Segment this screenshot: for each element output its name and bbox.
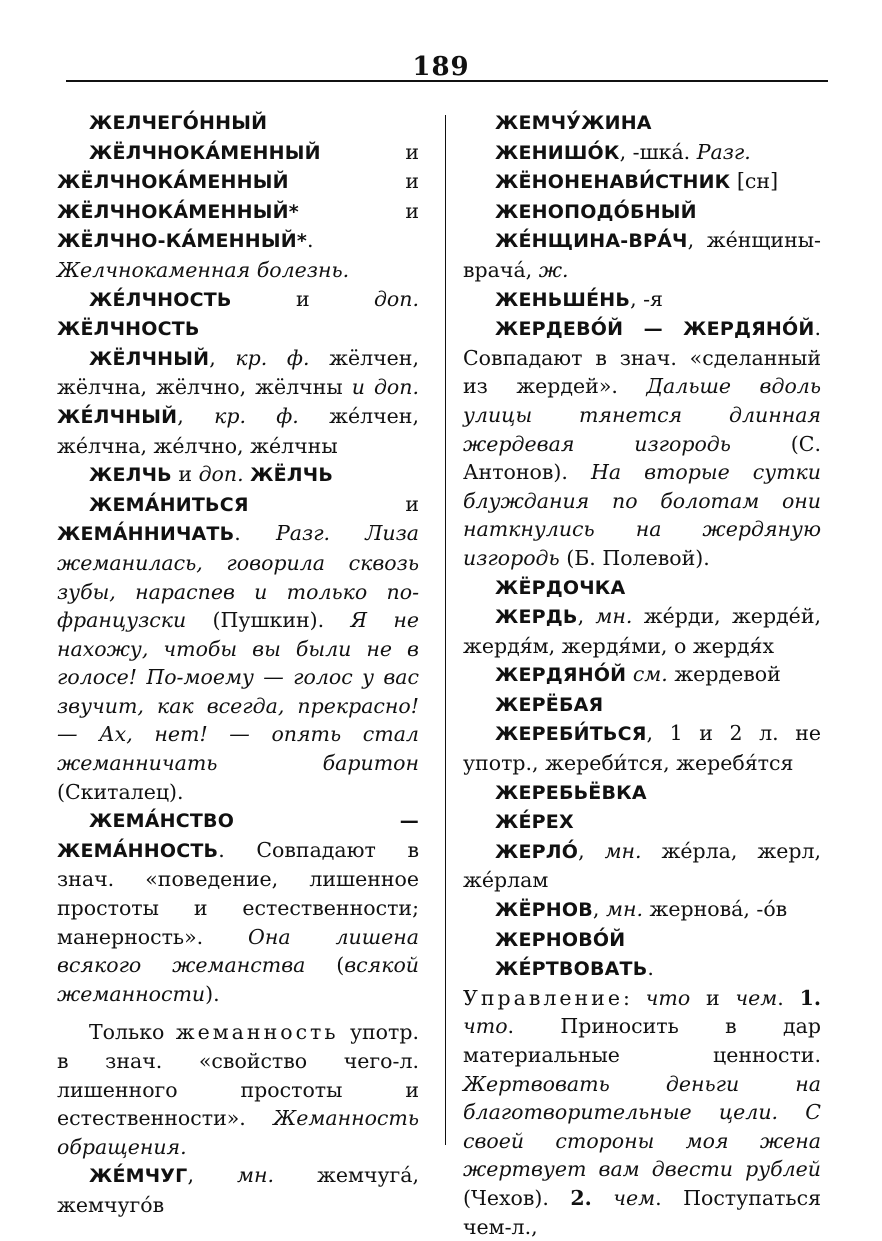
headword: ЖЁЛЧНОСТЬ bbox=[57, 318, 200, 341]
entry-text: ( bbox=[305, 953, 345, 978]
dictionary-entry bbox=[463, 719, 821, 777]
headword: ЖЕНЬШЕ́НЬ bbox=[495, 288, 631, 311]
entry-text: Я не нахожу, чтобы вы были не в голосе! По-моему — голос у вас звучит, как всегда, прекрасно! — Ах, нет! — опять стал жеманничать баритон bbox=[57, 608, 419, 776]
entry-text: и bbox=[288, 169, 419, 194]
headword: ЖЕРДЬ bbox=[495, 606, 578, 629]
entry-text: На вторые сутки блуждания по болотам они наткнулись на жердяную изгородь bbox=[463, 460, 821, 570]
entry-text: , bbox=[187, 1163, 237, 1188]
headword: ЖЕРДЯНО́Й bbox=[495, 664, 627, 687]
dictionary-entry bbox=[57, 490, 419, 807]
entry-text: , bbox=[578, 838, 605, 863]
entry-text: и bbox=[298, 198, 419, 223]
dictionary-entry bbox=[57, 1018, 419, 1161]
entry-text: Только bbox=[89, 1020, 176, 1045]
entry-text: Жертвовать деньги на благотворительные цели. С своей стороны моя жена жертвует вам двести рублей bbox=[463, 1071, 821, 1182]
entry-text: мн. bbox=[605, 897, 643, 922]
entry-text: чем bbox=[613, 1185, 656, 1210]
headword: ЖЕ́ЛЧНЫЙ bbox=[57, 405, 178, 428]
entry-text: употр. в знач. «свойство чего-л. лишенного простоты и естественности». bbox=[57, 1020, 419, 1131]
entry-text: всякой жеманности bbox=[57, 953, 419, 1006]
headword: ЖЕРЕБИ́ТЬСЯ bbox=[495, 723, 647, 746]
headword: ЖЕРЕБЬЁВКА bbox=[495, 781, 647, 804]
dictionary-entry bbox=[463, 660, 821, 690]
headword: ЖЁЛЧНО-КА́МЕННЫЙ* bbox=[57, 230, 307, 253]
entry-text: . Совпадают в знач. «сделанный из жердей». bbox=[463, 316, 821, 399]
entry-text: Желчнокаменная болезнь. bbox=[57, 257, 350, 282]
entry-text: и bbox=[231, 286, 374, 311]
entry-text: мн. bbox=[595, 604, 633, 629]
headword: ЖЕ́РТВОВАТЬ bbox=[495, 958, 648, 981]
headword: ЖЕ́РЕХ bbox=[495, 811, 574, 834]
headword: ЖЕЛЧЬ bbox=[89, 464, 172, 487]
entry-text: ). bbox=[205, 981, 220, 1006]
entry-text: Управление bbox=[463, 985, 623, 1010]
entry-text: , bbox=[177, 403, 215, 428]
dictionary-entry bbox=[57, 138, 419, 285]
entry-text: (Чехов). bbox=[463, 1185, 571, 1210]
headword: ЖЕМА́ННИЧАТЬ bbox=[57, 523, 235, 546]
entry-text: , -шка́. bbox=[619, 139, 697, 164]
entry-text: . Совпадают в знач. «поведение, лишенное простоты и естественности; манерность». bbox=[57, 837, 419, 949]
dictionary-entry bbox=[463, 167, 821, 197]
entry-text: мн. bbox=[236, 1163, 274, 1188]
entry-text: же́рди, жерде́й, жердя́м, жердя́ми, о жердя́х bbox=[463, 604, 821, 658]
dictionary-entry bbox=[463, 690, 821, 720]
entry-text: [сн] bbox=[730, 169, 779, 194]
entry-text: (Пушкин). bbox=[186, 608, 351, 633]
entry-text: . bbox=[306, 228, 314, 253]
entry-text: и bbox=[690, 985, 736, 1010]
entry-text: же́лчен, же́лчна, же́лчно, же́лчны bbox=[57, 403, 419, 458]
entry-text: чем bbox=[735, 985, 778, 1010]
dictionary-entry bbox=[463, 138, 821, 168]
entry-text: и bbox=[248, 491, 419, 516]
dictionary-entry bbox=[463, 285, 821, 315]
headword: ЖЁРНОВ bbox=[495, 899, 593, 922]
headword: ЖЕНИШО́К bbox=[495, 141, 620, 164]
dictionary-entry bbox=[463, 895, 821, 925]
entry-text: . bbox=[777, 985, 800, 1010]
page-number: 189 bbox=[412, 52, 470, 82]
entry-text: , 1 и 2 л. не употр., жереби́тся, жеребя́тся bbox=[463, 721, 821, 776]
dictionary-entry bbox=[57, 344, 419, 460]
entry-text: см. bbox=[632, 662, 668, 687]
entry-text: доп. bbox=[198, 462, 244, 487]
entry-text: Жеманность обращения. bbox=[57, 1106, 419, 1159]
dictionary-entry bbox=[463, 197, 821, 227]
entry-text: : bbox=[622, 985, 646, 1010]
entry-text: доп. bbox=[373, 286, 419, 311]
entry-text: , bbox=[592, 897, 606, 922]
entry-text bbox=[592, 1186, 613, 1210]
entry-text: . Поступаться чем-л., bbox=[463, 1185, 822, 1239]
entry-text: и bbox=[171, 462, 199, 487]
entry-text: жемчуга́, жемчуго́в bbox=[57, 1163, 419, 1217]
dictionary-entry bbox=[463, 573, 821, 603]
dictionary-entry bbox=[463, 954, 821, 1241]
entry-text: (Б. Полевой). bbox=[559, 545, 710, 570]
entry-text: и bbox=[320, 139, 419, 164]
entry-text: ж. bbox=[538, 257, 569, 282]
entry-text: (С. Антонов). bbox=[463, 431, 821, 485]
entry-text: . bbox=[647, 956, 654, 981]
dictionary-entry bbox=[463, 314, 821, 572]
entry-text: Разг. bbox=[696, 139, 751, 164]
entry-text: . Приносить в дар материальные ценности. bbox=[463, 1014, 821, 1067]
left-column bbox=[57, 108, 419, 1220]
headword: ЖЕ́ЛЧНОСТЬ bbox=[89, 288, 232, 311]
entry-text: , bbox=[577, 604, 596, 629]
entry-text: жердевой bbox=[667, 662, 781, 687]
entry-text: (Скиталец). bbox=[57, 779, 184, 804]
entry-text: жернова́, -о́в bbox=[642, 897, 788, 922]
headword: ЖЕРЁБАЯ bbox=[495, 693, 604, 716]
entry-text: жеманность bbox=[175, 1020, 339, 1045]
headword: ЖЁНОНЕНАВИ́СТНИК bbox=[495, 171, 731, 194]
entry-text: кр. ф. bbox=[235, 345, 310, 370]
entry-text: что bbox=[645, 985, 691, 1010]
headword: ЖЕРЛО́ bbox=[495, 840, 579, 863]
entry-text: Она лишена всякого жеманства bbox=[57, 924, 419, 978]
dictionary-entry bbox=[57, 806, 419, 1008]
dictionary-entry bbox=[463, 778, 821, 808]
headword: ЖЁЛЧНОКА́МЕННЫЙ bbox=[89, 141, 321, 164]
dictionary-entry bbox=[463, 602, 821, 660]
dictionary-entry bbox=[57, 108, 419, 138]
entry-text: Дальше вдоль улицы тянется длинная жердевая изгородь bbox=[463, 374, 821, 456]
headword: ЖЕЛЧЕГО́ННЫЙ bbox=[89, 112, 268, 134]
dictionary-entry bbox=[57, 285, 419, 344]
dictionary-entry bbox=[463, 807, 821, 837]
headword: ЖЁЛЧНЫЙ bbox=[89, 347, 210, 370]
entry-text: , же́нщины-врача́, bbox=[463, 228, 821, 282]
entry-text: . bbox=[234, 521, 276, 546]
entry-text: , -я bbox=[630, 286, 663, 311]
dictionary-entry bbox=[463, 837, 821, 895]
entry-text: 2. bbox=[570, 1185, 592, 1210]
entry-text: жёлчен, жёлчна, жёлчно, жёлчны bbox=[57, 345, 419, 400]
headword: ЖЁРДОЧКА bbox=[495, 576, 626, 599]
dictionary-entry bbox=[463, 108, 821, 138]
column-divider bbox=[445, 115, 446, 1145]
entry-text: же́рла, жерл, же́рлам bbox=[463, 838, 821, 893]
header-rule bbox=[66, 80, 828, 82]
entry-text: мн. bbox=[604, 838, 642, 863]
dictionary-entry bbox=[57, 1161, 419, 1219]
entry-text: Разг. Лиза жеманилась, говорила сквозь зубы, нараспев и только по-французски bbox=[57, 521, 419, 633]
entry-text: кр. ф. bbox=[214, 403, 299, 428]
headword: ЖЕНОПОДО́БНЫЙ bbox=[495, 200, 697, 223]
dictionary-entry bbox=[463, 925, 821, 955]
entry-text: что bbox=[463, 1014, 508, 1039]
headword: ЖЕМА́НИТЬСЯ bbox=[89, 493, 249, 516]
headword: ЖЕ́НЩИНА-ВРА́Ч bbox=[495, 230, 688, 253]
headword: ЖЕРНОВО́Й bbox=[495, 928, 626, 951]
paragraph-gap bbox=[57, 1008, 419, 1018]
headword: ЖЕМЧУ́ЖИНА bbox=[495, 112, 652, 134]
dictionary-entry bbox=[57, 460, 419, 490]
headword: ЖЁЛЧЬ bbox=[250, 464, 334, 487]
headword: ЖЕМА́НСТВО — ЖЕМА́ННОСТЬ bbox=[57, 810, 419, 862]
headword: ЖЕ́МЧУГ bbox=[89, 1165, 188, 1188]
entry-text: 1. bbox=[799, 985, 821, 1010]
headword: ЖЕРДЕВО́Й — ЖЕРДЯНО́Й bbox=[495, 318, 815, 341]
headword: ЖЁЛЧНОКА́МЕННЫЙ bbox=[57, 171, 289, 194]
entry-text: , bbox=[209, 345, 236, 370]
right-column bbox=[463, 108, 821, 1241]
dictionary-entry bbox=[463, 226, 821, 284]
headword: ЖЁЛЧНОКА́МЕННЫЙ* bbox=[57, 200, 299, 223]
entry-text: и доп. bbox=[351, 375, 419, 400]
